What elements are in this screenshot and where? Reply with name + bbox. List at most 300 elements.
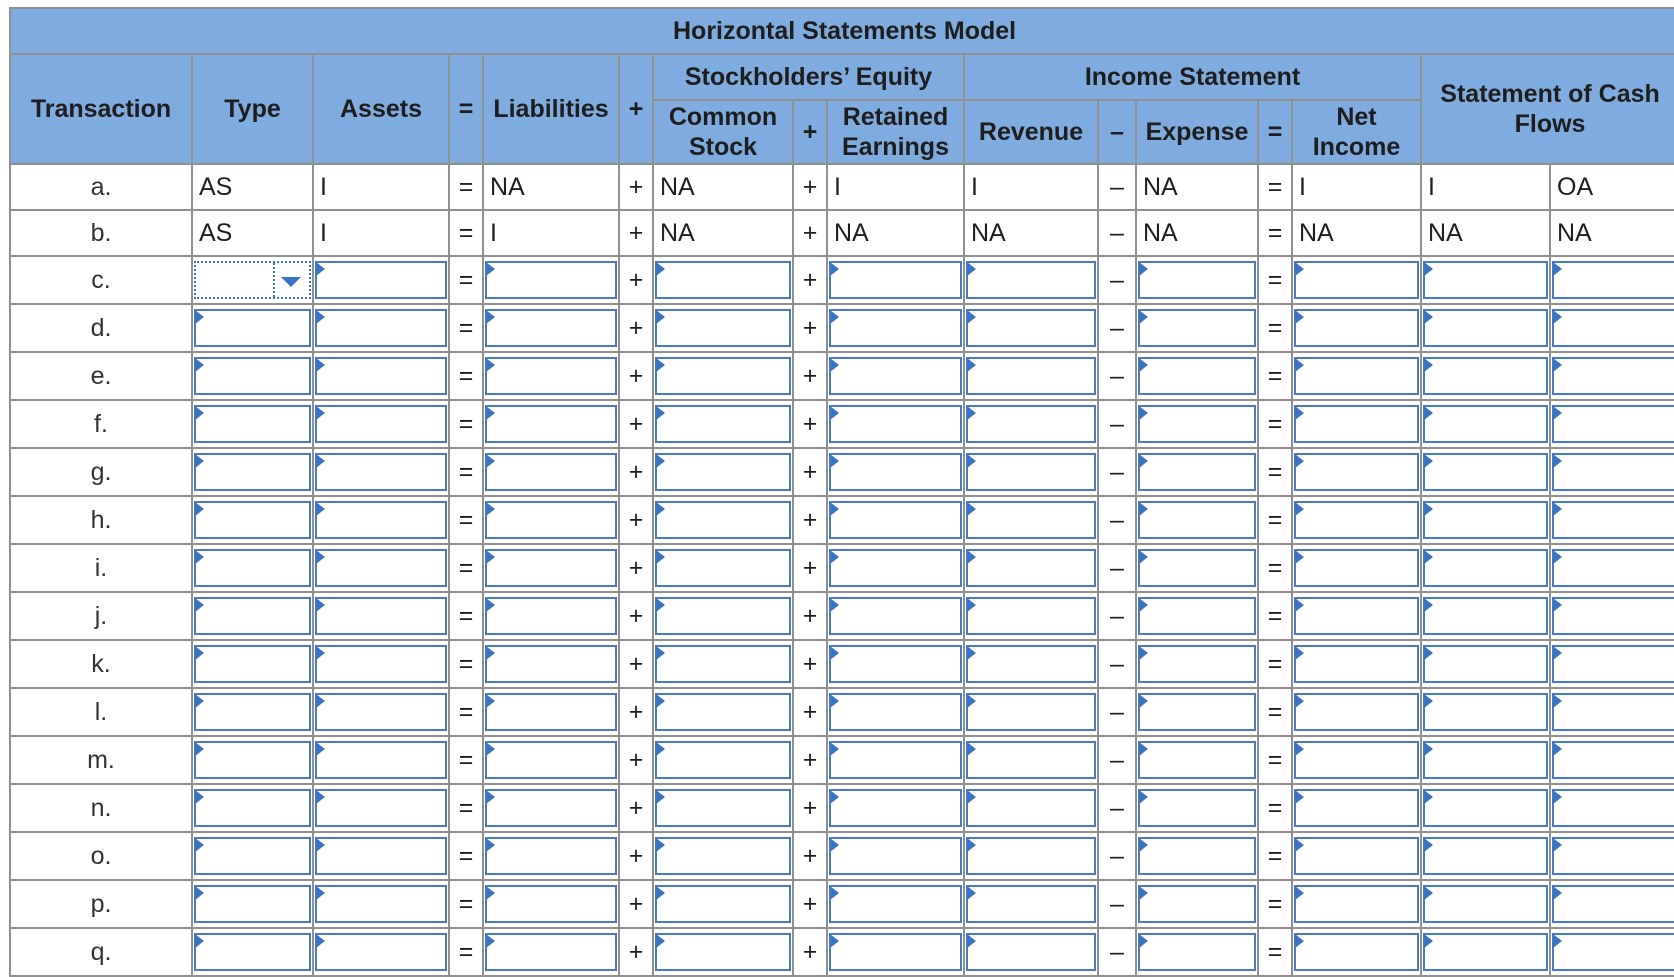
assets-dropdown[interactable] [315,645,447,683]
dropdown-marker-icon [316,742,325,756]
transaction-label: k. [10,640,192,688]
expense-cell [1136,880,1258,928]
header-net-income: Net Income [1292,100,1421,164]
equals-sign: = [1258,544,1292,592]
type-dropdown[interactable] [194,741,311,779]
type-dropdown[interactable] [194,933,311,971]
expense-cell [1136,256,1258,304]
net-income-dropdown[interactable] [1294,549,1419,587]
plus-sign: + [619,592,653,640]
liabilities-dropdown[interactable] [485,645,617,683]
type-dropdown[interactable] [194,453,311,491]
revenue-dropdown[interactable] [966,357,1096,395]
liabilities-dropdown[interactable] [485,597,617,635]
assets-dropdown[interactable] [315,693,447,731]
cash-flow-activity-dropdown[interactable] [1552,933,1674,971]
dropdown-marker-icon [1424,550,1433,564]
revenue-cell [964,640,1098,688]
dropdown-marker-icon [486,502,495,516]
liabilities-dropdown[interactable] [485,789,617,827]
type-dropdown[interactable] [194,549,311,587]
dropdown-marker-icon [1139,262,1148,276]
expense-value: NA [1136,164,1258,210]
dropdown-marker-icon [195,310,204,324]
cash-flow-activity-dropdown[interactable] [1552,453,1674,491]
revenue-dropdown[interactable] [966,549,1096,587]
net-income-cell [1292,304,1421,352]
table-row [10,880,1674,928]
dropdown-marker-icon [195,886,204,900]
common-stock-dropdown[interactable] [655,933,791,971]
liabilities-dropdown[interactable] [485,453,617,491]
expense-dropdown[interactable] [1138,885,1256,923]
equals-sign: = [449,544,483,592]
expense-dropdown[interactable] [1138,549,1256,587]
revenue-cell [964,304,1098,352]
liabilities-dropdown[interactable] [485,885,617,923]
revenue-dropdown[interactable] [966,837,1096,875]
retained-earnings-value: NA [827,210,964,256]
expense-dropdown[interactable] [1138,789,1256,827]
dropdown-marker-icon [1139,598,1148,612]
equals-sign: = [449,640,483,688]
type-dropdown[interactable] [194,837,311,875]
dropdown-marker-icon [1553,454,1562,468]
common-stock-dropdown[interactable] [655,261,791,299]
header-retained-earnings: Retained Earnings [827,100,964,164]
type-cell [192,640,313,688]
common-stock-dropdown[interactable] [655,357,791,395]
equals-sign: = [1258,304,1292,352]
type-dropdown[interactable] [194,357,311,395]
revenue-dropdown[interactable] [966,405,1096,443]
equals-sign: = [1258,928,1292,976]
revenue-cell [964,784,1098,832]
common-stock-dropdown[interactable] [655,549,791,587]
cash-flow-amount-dropdown[interactable] [1423,357,1548,395]
revenue-cell [964,448,1098,496]
liabilities-dropdown[interactable] [485,933,617,971]
assets-dropdown[interactable] [315,597,447,635]
type-dropdown[interactable] [194,405,311,443]
revenue-dropdown[interactable] [966,453,1096,491]
dropdown-marker-icon [1139,934,1148,948]
revenue-dropdown[interactable] [966,885,1096,923]
type-dropdown[interactable] [194,645,311,683]
plus-sign: + [619,880,653,928]
expense-dropdown[interactable] [1138,501,1256,539]
assets-dropdown[interactable] [315,933,447,971]
type-cell [192,880,313,928]
revenue-dropdown[interactable] [966,789,1096,827]
type-dropdown[interactable] [194,597,311,635]
liabilities-dropdown[interactable] [485,837,617,875]
minus-sign: – [1098,210,1136,256]
cash-flow-activity-dropdown[interactable] [1552,885,1674,923]
liabilities-dropdown[interactable] [485,309,617,347]
table-row [10,736,1674,784]
cash-flow-activity-dropdown[interactable] [1552,549,1674,587]
liabilities-dropdown[interactable] [485,741,617,779]
header-cash-flows: Statement of Cash Flows [1421,54,1674,164]
cash-flow-amount-dropdown[interactable] [1423,789,1548,827]
equals-sign: = [1258,164,1292,210]
type-cell [192,688,313,736]
net-income-dropdown[interactable] [1294,933,1419,971]
retained-earnings-dropdown[interactable] [829,597,962,635]
net-income-dropdown[interactable] [1294,405,1419,443]
dropdown-marker-icon [316,502,325,516]
net-income-dropdown[interactable] [1294,309,1419,347]
assets-cell [313,448,449,496]
common-stock-dropdown[interactable] [655,693,791,731]
expense-dropdown[interactable] [1138,693,1256,731]
dropdown-marker-icon [1139,790,1148,804]
dropdown-marker-icon [656,646,665,660]
liabilities-dropdown[interactable] [485,357,617,395]
common-stock-dropdown[interactable] [655,645,791,683]
dropdown-marker-icon [486,262,495,276]
retained-earnings-cell [827,496,964,544]
net-income-dropdown[interactable] [1294,741,1419,779]
table-row [10,256,1674,304]
expense-dropdown[interactable] [1138,309,1256,347]
minus-sign: – [1098,448,1136,496]
net-income-cell [1292,352,1421,400]
net-income-dropdown[interactable] [1294,693,1419,731]
minus-sign: – [1098,304,1136,352]
dropdown-marker-icon [967,742,976,756]
liabilities-dropdown[interactable] [485,261,617,299]
common-stock-dropdown[interactable] [655,309,791,347]
revenue-dropdown[interactable] [966,933,1096,971]
common-stock-dropdown[interactable] [655,453,791,491]
expense-cell [1136,400,1258,448]
table-row [10,640,1674,688]
liabilities-cell [483,688,619,736]
dropdown-marker-icon [830,646,839,660]
transaction-label: o. [10,832,192,880]
liabilities-dropdown[interactable] [485,549,617,587]
expense-dropdown[interactable] [1138,357,1256,395]
dropdown-marker-icon [967,262,976,276]
dropdown-marker-icon [195,790,204,804]
chevron-down-icon[interactable] [281,277,301,287]
equals-sign: = [449,304,483,352]
assets-cell [313,496,449,544]
table-row [10,448,1674,496]
retained-earnings-dropdown[interactable] [829,885,962,923]
dropdown-marker-icon [656,310,665,324]
minus-sign: – [1098,832,1136,880]
revenue-dropdown[interactable] [966,261,1096,299]
retained-earnings-dropdown[interactable] [829,645,962,683]
header-equals-sign: = [1258,100,1292,164]
assets-dropdown[interactable] [315,453,447,491]
liabilities-cell [483,832,619,880]
expense-cell [1136,352,1258,400]
net-income-cell [1292,832,1421,880]
retained-earnings-dropdown[interactable] [829,453,962,491]
transaction-label: m. [10,736,192,784]
assets-dropdown[interactable] [315,261,447,299]
retained-earnings-dropdown[interactable] [829,837,962,875]
assets-cell [313,400,449,448]
table-row [10,164,1674,210]
dropdown-marker-icon [656,694,665,708]
header-minus-sign: – [1098,100,1136,164]
type-dropdown[interactable] [194,261,311,299]
dropdown-marker-icon [486,598,495,612]
common-stock-cell [653,448,793,496]
header-income-statement: Income Statement [964,54,1421,100]
revenue-dropdown[interactable] [966,501,1096,539]
retained-earnings-dropdown[interactable] [829,357,962,395]
dropdown-marker-icon [830,886,839,900]
net-income-dropdown[interactable] [1294,645,1419,683]
dropdown-marker-icon [967,646,976,660]
common-stock-dropdown[interactable] [655,597,791,635]
retained-earnings-dropdown[interactable] [829,549,962,587]
expense-dropdown[interactable] [1138,597,1256,635]
assets-dropdown[interactable] [315,837,447,875]
minus-sign: – [1098,880,1136,928]
common-stock-dropdown[interactable] [655,789,791,827]
dropdown-marker-icon [1139,742,1148,756]
dropdown-marker-icon [195,598,204,612]
type-dropdown[interactable] [194,789,311,827]
type-dropdown[interactable] [194,885,311,923]
equals-sign: = [1258,210,1292,256]
cash-flow-amount-dropdown[interactable] [1423,501,1548,539]
expense-cell [1136,304,1258,352]
retained-earnings-dropdown[interactable] [829,405,962,443]
cash-flow-activity-cell [1550,688,1674,736]
retained-earnings-dropdown[interactable] [829,933,962,971]
header-common-stock: Common Stock [653,100,793,164]
cash-flow-amount-value: NA [1421,210,1550,256]
cash-flow-activity-dropdown[interactable] [1552,261,1674,299]
assets-dropdown[interactable] [315,549,447,587]
dropdown-marker-icon [1139,838,1148,852]
table-row [10,784,1674,832]
retained-earnings-dropdown[interactable] [829,693,962,731]
common-stock-dropdown[interactable] [655,837,791,875]
retained-earnings-dropdown[interactable] [829,309,962,347]
dropdown-marker-icon [316,694,325,708]
retained-earnings-dropdown[interactable] [829,501,962,539]
minus-sign: – [1098,928,1136,976]
assets-cell [313,880,449,928]
cash-flow-amount-dropdown[interactable] [1423,693,1548,731]
net-income-dropdown[interactable] [1294,837,1419,875]
cash-flow-activity-dropdown[interactable] [1552,501,1674,539]
assets-dropdown[interactable] [315,885,447,923]
cash-flow-amount-dropdown[interactable] [1423,933,1548,971]
cash-flow-activity-dropdown[interactable] [1552,357,1674,395]
dropdown-marker-icon [830,262,839,276]
retained-earnings-dropdown[interactable] [829,789,962,827]
retained-earnings-cell [827,784,964,832]
type-dropdown[interactable] [194,501,311,539]
retained-earnings-dropdown[interactable] [829,261,962,299]
dropdown-marker-icon [967,310,976,324]
cash-flow-activity-dropdown[interactable] [1552,405,1674,443]
dropdown-marker-icon [486,358,495,372]
plus-sign: + [619,448,653,496]
dropdown-marker-icon [316,646,325,660]
cash-flow-amount-dropdown[interactable] [1423,405,1548,443]
equals-sign: = [449,928,483,976]
cash-flow-amount-dropdown[interactable] [1423,597,1548,635]
cash-flow-activity-dropdown[interactable] [1552,789,1674,827]
expense-cell [1136,544,1258,592]
net-income-cell [1292,256,1421,304]
liabilities-dropdown[interactable] [485,405,617,443]
expense-dropdown[interactable] [1138,645,1256,683]
assets-dropdown[interactable] [315,405,447,443]
cash-flow-activity-dropdown[interactable] [1552,645,1674,683]
net-income-dropdown[interactable] [1294,789,1419,827]
expense-dropdown[interactable] [1138,261,1256,299]
dropdown-marker-icon [967,550,976,564]
dropdown-marker-icon [195,838,204,852]
plus-sign: + [619,210,653,256]
cash-flow-amount-dropdown[interactable] [1423,885,1548,923]
table-row [10,688,1674,736]
type-dropdown[interactable] [194,309,311,347]
cash-flow-amount-dropdown[interactable] [1423,741,1548,779]
dropdown-marker-icon [486,886,495,900]
dropdown-marker-icon [1295,262,1304,276]
dropdown-marker-icon [195,454,204,468]
cash-flow-activity-dropdown[interactable] [1552,837,1674,875]
cash-flow-amount-dropdown[interactable] [1423,645,1548,683]
cash-flow-activity-dropdown[interactable] [1552,309,1674,347]
dropdown-marker-icon [1424,262,1433,276]
common-stock-cell [653,256,793,304]
dropdown-marker-icon [830,406,839,420]
retained-earnings-dropdown[interactable] [829,741,962,779]
equals-sign: = [449,688,483,736]
net-income-dropdown[interactable] [1294,453,1419,491]
assets-dropdown[interactable] [315,357,447,395]
plus-sign: + [619,784,653,832]
dropdown-marker-icon [486,790,495,804]
cash-flow-activity-dropdown[interactable] [1552,597,1674,635]
type-cell [192,544,313,592]
dropdown-marker-icon [1295,406,1304,420]
cash-flow-amount-dropdown[interactable] [1423,549,1548,587]
assets-dropdown[interactable] [315,309,447,347]
assets-cell [313,688,449,736]
assets-dropdown[interactable] [315,789,447,827]
minus-sign: – [1098,352,1136,400]
assets-cell [313,352,449,400]
type-cell [192,400,313,448]
net-income-cell [1292,928,1421,976]
net-income-dropdown[interactable] [1294,357,1419,395]
common-stock-cell [653,640,793,688]
table-title: Horizontal Statements Model [10,8,1674,54]
retained-earnings-cell [827,592,964,640]
type-cell [192,352,313,400]
expense-dropdown[interactable] [1138,453,1256,491]
common-stock-dropdown[interactable] [655,741,791,779]
dropdown-marker-icon [195,550,204,564]
cash-flow-amount-dropdown[interactable] [1423,309,1548,347]
cash-flow-amount-dropdown[interactable] [1423,453,1548,491]
plus-sign: + [619,400,653,448]
assets-dropdown[interactable] [315,741,447,779]
common-stock-dropdown[interactable] [655,405,791,443]
transaction-label: a. [10,164,192,210]
transaction-label: g. [10,448,192,496]
expense-dropdown[interactable] [1138,405,1256,443]
plus-sign: + [793,544,827,592]
common-stock-dropdown[interactable] [655,885,791,923]
assets-cell [313,544,449,592]
revenue-dropdown[interactable] [966,597,1096,635]
net-income-dropdown[interactable] [1294,501,1419,539]
liabilities-dropdown[interactable] [485,501,617,539]
common-stock-dropdown[interactable] [655,501,791,539]
plus-sign: + [793,880,827,928]
cash-flow-amount-dropdown[interactable] [1423,261,1548,299]
cash-flow-activity-dropdown[interactable] [1552,741,1674,779]
equals-sign: = [1258,400,1292,448]
net-income-dropdown[interactable] [1294,597,1419,635]
dropdown-marker-icon [195,406,204,420]
equals-sign: = [449,832,483,880]
minus-sign: – [1098,784,1136,832]
retained-earnings-cell [827,448,964,496]
expense-dropdown[interactable] [1138,933,1256,971]
cash-flow-amount-dropdown[interactable] [1423,837,1548,875]
retained-earnings-cell [827,256,964,304]
revenue-dropdown[interactable] [966,741,1096,779]
cash-flow-activity-cell [1550,880,1674,928]
equals-sign: = [1258,448,1292,496]
dropdown-marker-icon [656,790,665,804]
plus-sign: + [619,736,653,784]
assets-dropdown[interactable] [315,501,447,539]
plus-sign: + [619,352,653,400]
dropdown-marker-icon [1295,646,1304,660]
minus-sign: – [1098,736,1136,784]
revenue-dropdown[interactable] [966,645,1096,683]
dropdown-marker-icon [656,934,665,948]
net-income-dropdown[interactable] [1294,885,1419,923]
dropdown-marker-icon [830,790,839,804]
common-stock-cell [653,688,793,736]
expense-cell [1136,496,1258,544]
expense-dropdown[interactable] [1138,741,1256,779]
cash-flow-activity-cell [1550,496,1674,544]
dropdown-marker-icon [486,310,495,324]
net-income-dropdown[interactable] [1294,261,1419,299]
cash-flow-amount-cell [1421,592,1550,640]
revenue-dropdown[interactable] [966,309,1096,347]
type-dropdown[interactable] [194,693,311,731]
cash-flow-activity-dropdown[interactable] [1552,693,1674,731]
minus-sign: – [1098,544,1136,592]
transaction-label: n. [10,784,192,832]
equals-sign: = [449,784,483,832]
liabilities-dropdown[interactable] [485,693,617,731]
expense-dropdown[interactable] [1138,837,1256,875]
revenue-dropdown[interactable] [966,693,1096,731]
